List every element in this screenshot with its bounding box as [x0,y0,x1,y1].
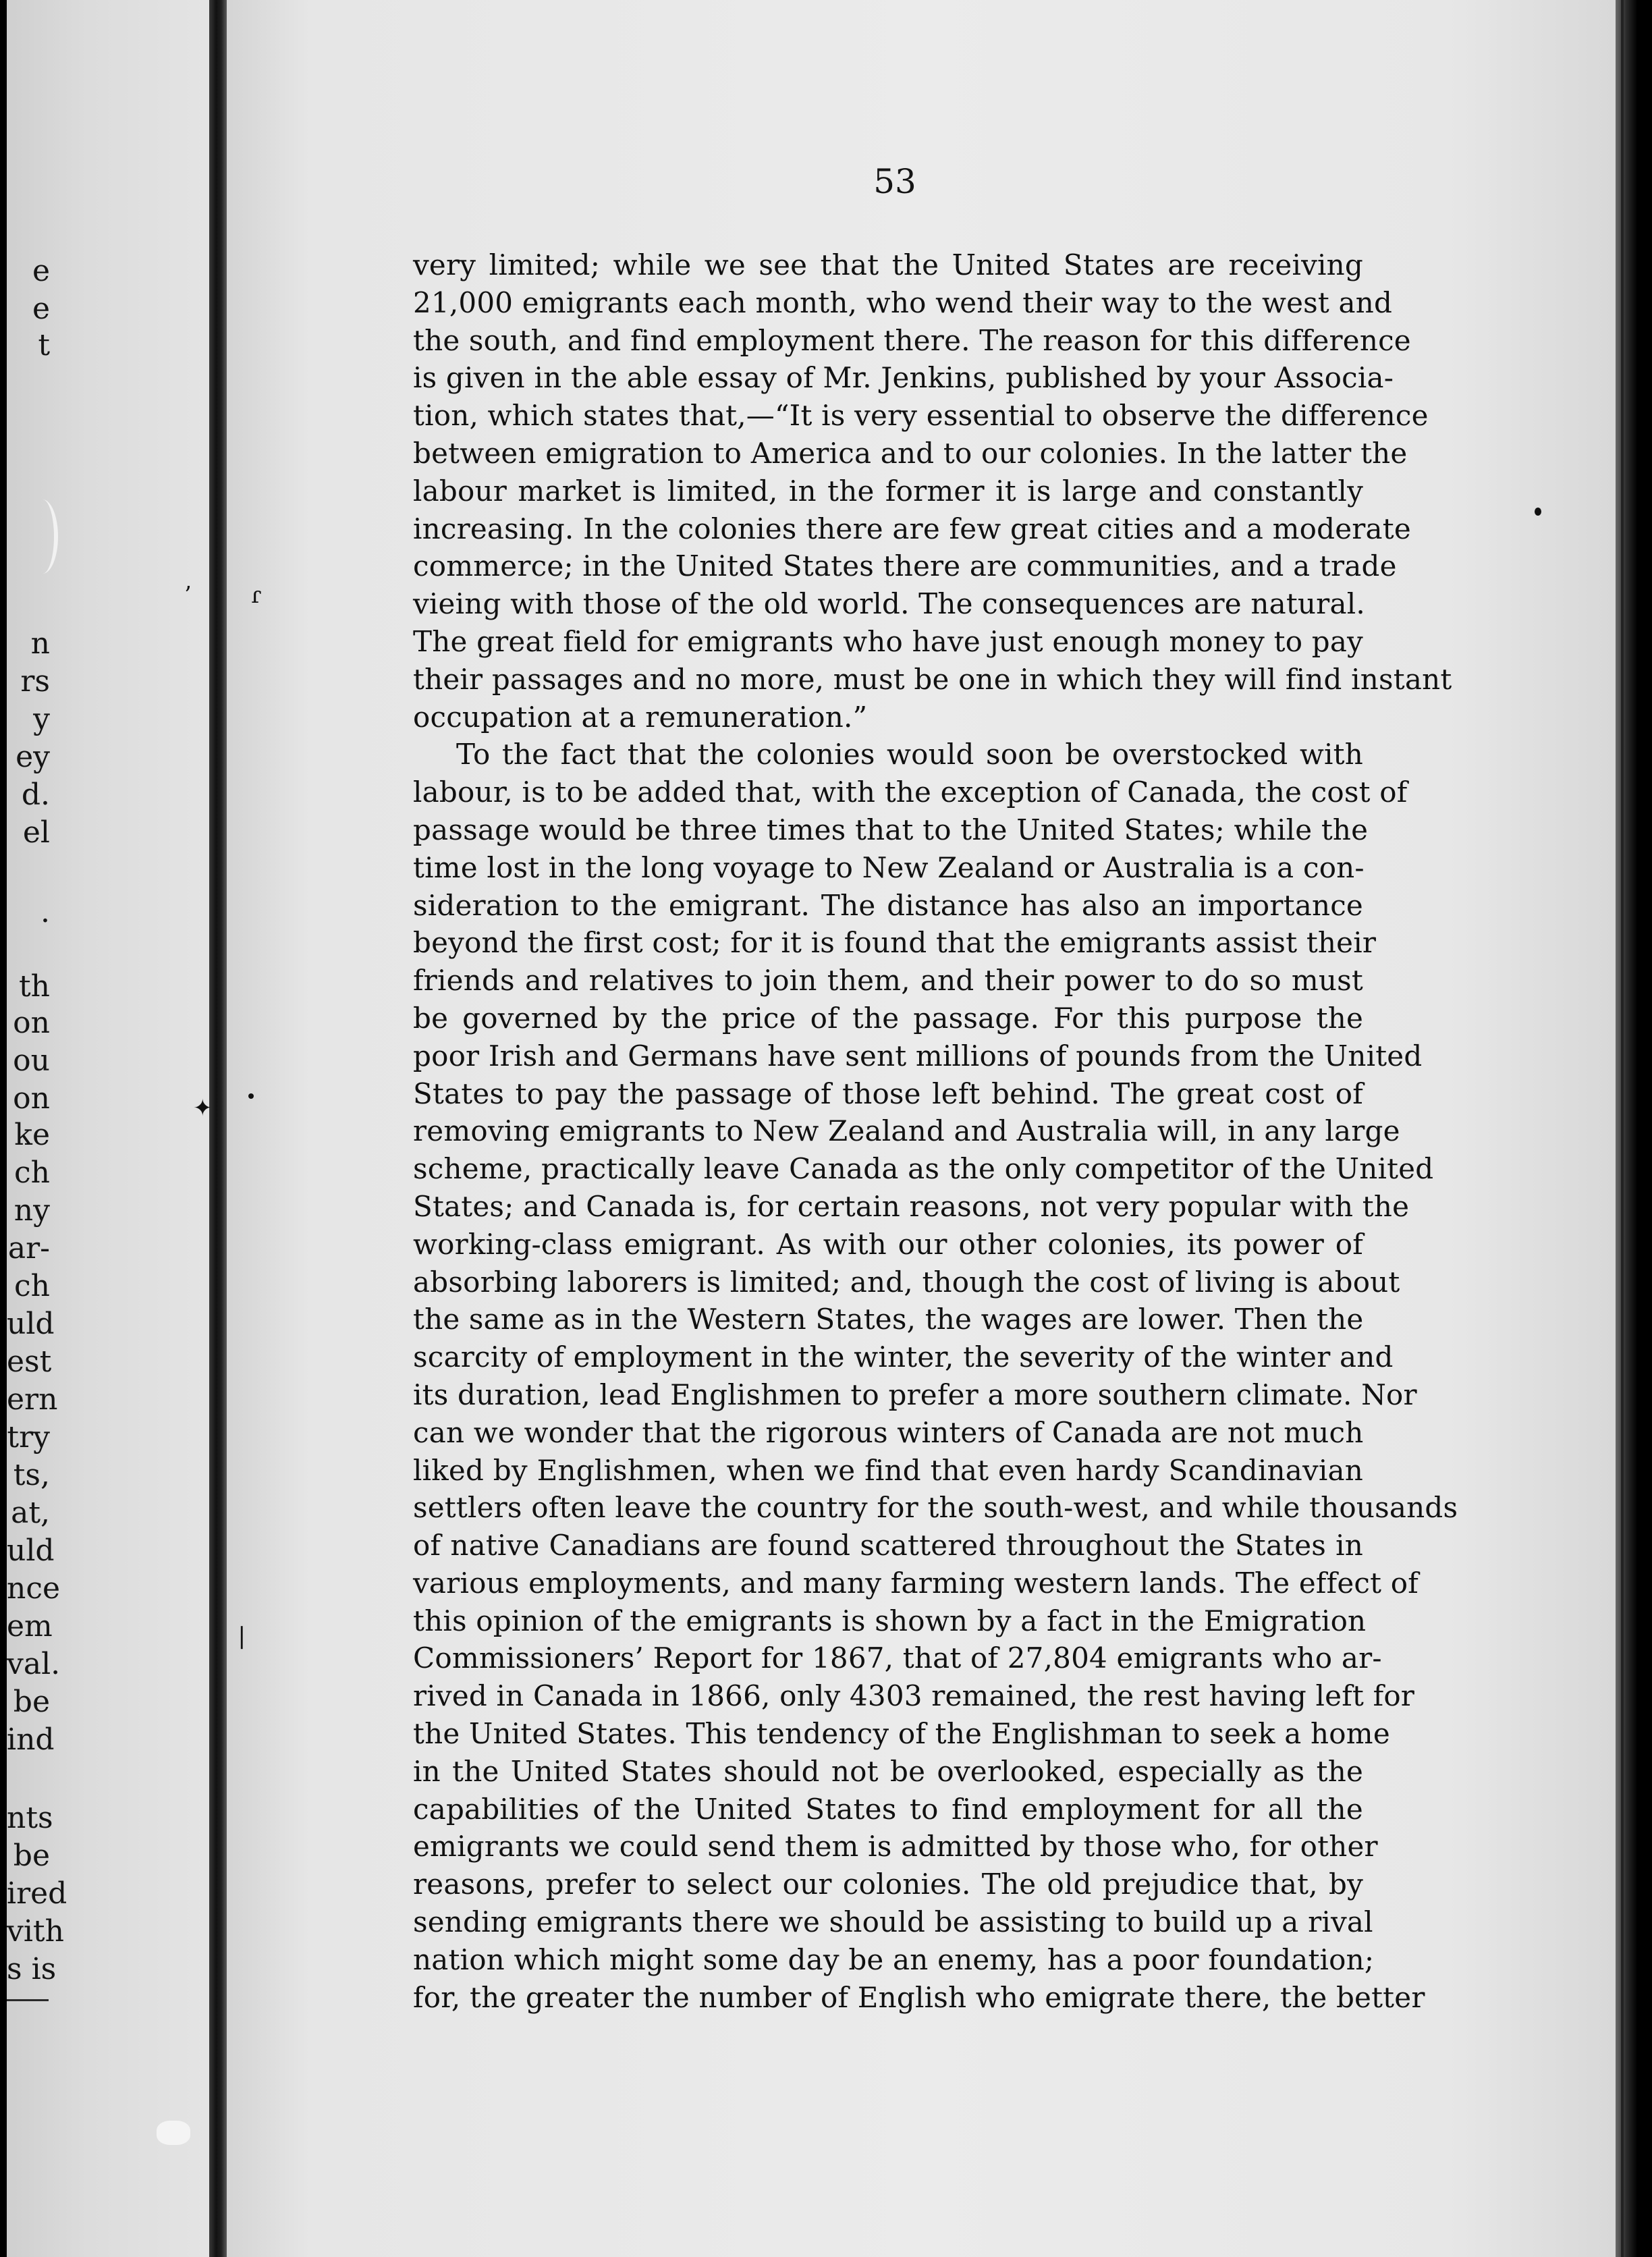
previous-page-fragment: est [7,1344,52,1379]
scan-border-right [1616,0,1652,2257]
previous-page-fragment: . [40,895,50,929]
text-line: be governed by the price of the passage. For this purpose the [413,1001,1363,1035]
text-line: nation which might some day be an enemy, has a poor foundation; [413,1942,1375,1976]
previous-page-fragment: ts, [13,1458,50,1492]
previous-page-fragment: th [18,969,50,1004]
text-line: commerce; in the United States there are communities, and a trade [413,549,1397,583]
text-line: occupation at a remuneration.” [413,700,868,734]
text-line: very limited; while we see that the United States are receiving [413,248,1363,281]
previous-page-fragment: ern [7,1382,58,1417]
previous-page-fragment: e [32,292,50,326]
previous-page-fragment: rs [20,664,50,699]
previous-page-fragment: y [33,702,50,736]
text-line: this opinion of the emigrants is shown by a fact in the Emigration [413,1604,1367,1637]
text-line: capabilities of the United States to find employment for all the [413,1792,1363,1826]
page-number: 53 [873,162,916,201]
text-line: for, the greater the number of English who emigrate there, the better [413,1980,1425,2014]
text-line: vieing with those of the old world. The consequences are natural. [413,587,1365,621]
previous-page-fragment: try [7,1420,50,1454]
text-line: settlers often leave the country for the south-west, and while thousands [413,1491,1458,1525]
scan-blot [157,2121,190,2145]
text-line: friends and relatives to join them, and their power to do so must [413,964,1363,998]
previous-page-fragment: ind [7,1722,55,1757]
text-line: removing emigrants to New Zealand and Australia will, in any large [413,1114,1400,1148]
text-line: scarcity of employment in the winter, the severity of the winter and [413,1340,1394,1374]
previous-page-text-fragments [7,0,209,2257]
body-text [413,246,1458,2016]
previous-page-fragment: el [22,815,50,850]
text-line: 21,000 emigrants each month, who wend their way to the west and [413,285,1393,319]
text-line: between emigration to America and to our colonies. In the latter the [413,436,1408,470]
text-line: sideration to the emigrant. The distance has also an importance [413,888,1363,922]
text-line: scheme, practically leave Canada as the only competitor of the United [413,1152,1434,1186]
text-line: the same as in the Western States, the wages are lower. Then the [413,1303,1364,1336]
previous-page-fragment: ny [13,1193,50,1228]
text-line: absorbing laborers is limited; and, though the cost of living is about [413,1265,1400,1299]
previous-page-fragment: e [32,254,50,288]
book-gutter [209,0,227,2257]
text-line: their passages and no more, must be one in which they will find instant [413,662,1452,696]
scan-speck [248,1093,254,1099]
previous-page-fragment: ch [14,1155,50,1190]
previous-page-fragment: ch [14,1269,50,1303]
text-line: the United States. This tendency of the Englishman to seek a home [413,1717,1390,1751]
previous-page-fragment: d. [21,778,50,812]
text-line: of native Canadians are found scattered throughout the States in [413,1529,1363,1562]
text-line: various employments, and many farming western lands. The effect of [413,1566,1419,1600]
previous-page-fragment: n [30,626,50,661]
previous-page-fragment: ired [7,1876,67,1911]
previous-page-fragment: be [13,1685,50,1719]
previous-page-fragment: ke [14,1118,50,1152]
gutter-mark: ʼ [184,582,191,609]
scan-blot [27,499,58,574]
text-line: the south, and find employment there. The reason for this difference [413,323,1411,357]
text-line: tion, which states that,—“It is very essential to observe the difference [413,399,1429,433]
text-line: increasing. In the colonies there are few great cities and a moderate [413,512,1411,545]
scan-border-left [0,0,7,2257]
text-line: rived in Canada in 1866, only 4303 remained, the rest having left for [413,1679,1415,1713]
previous-page-fragment: t [38,328,50,362]
scan-speck [1535,508,1541,516]
previous-page-fragment: uld [7,1533,55,1568]
text-line: in the United States should not be overlooked, especially as the [413,1754,1363,1788]
previous-page-fragment: ey [16,740,50,774]
text-line: labour market is limited, in the former it is large and constantly [413,474,1363,508]
text-line: reasons, prefer to select our colonies. The old prejudice that, by [413,1868,1363,1901]
previous-page-fragment: nce [7,1571,61,1606]
text-line: To the fact that the colonies would soon be overstocked with [456,738,1363,771]
previous-page-fragment: val. [7,1647,61,1681]
previous-page-fragment: vith [7,1914,64,1949]
gutter-mark: ɾ [251,582,262,609]
previous-page-fragment: uld [7,1307,55,1341]
previous-page-fragment: nts [7,1801,53,1835]
previous-page-fragment: on [13,1081,50,1116]
previous-page-fragment: ou [13,1043,50,1078]
gutter-mark: ❘ [232,1623,252,1650]
text-line: The great field for emigrants who have just enough money to pay [413,624,1363,658]
text-line: sending emigrants there we should be assisting to build up a rival [413,1905,1373,1939]
text-line: its duration, lead Englishmen to prefer a more southern climate. Nor [413,1378,1417,1411]
text-line: labour, is to be added that, with the exception of Canada, the cost of [413,776,1408,809]
previous-page-fragment: ar- [7,1231,50,1266]
previous-page-fragment: at, [11,1496,50,1530]
text-line: can we wonder that the rigorous winters of Canada are not much [413,1415,1364,1449]
text-line: time lost in the long voyage to New Zealand or Australia is a con- [413,850,1365,884]
gutter-mark: ✦ [193,1095,213,1122]
text-line: poor Irish and Germans have sent millions of pounds from the United [413,1039,1423,1072]
text-line: emigrants we could send them is admitted by those who, for other [413,1830,1378,1864]
previous-page-edge [7,0,209,2257]
previous-page-fragment: s is [7,1952,57,1986]
previous-page-fragment: on [13,1006,50,1040]
text-line: working-class emigrant. As with our other colonies, its power of [413,1227,1363,1261]
text-line: States to pay the passage of those left behind. The great cost of [413,1077,1363,1110]
text-line: is given in the able essay of Mr. Jenkins, published by your Associa- [413,361,1394,395]
text-line: passage would be three times that to the United States; while the [413,813,1369,846]
previous-page-fragment: em [7,1609,53,1643]
text-line: States; and Canada is, for certain reasons, not very popular with the [413,1189,1410,1223]
previous-page-fragment: be [13,1839,50,1873]
text-line: Commissioners’ Report for 1867, that of 27,804 emigrants who ar- [413,1641,1382,1675]
page-edge-shadow [1621,0,1624,2257]
text-line: liked by Englishmen, when we find that even hardy Scandinavian [413,1453,1363,1487]
text-line: beyond the first cost; for it is found that the emigrants assist their [413,926,1377,960]
previous-page-rule [7,1999,49,2001]
